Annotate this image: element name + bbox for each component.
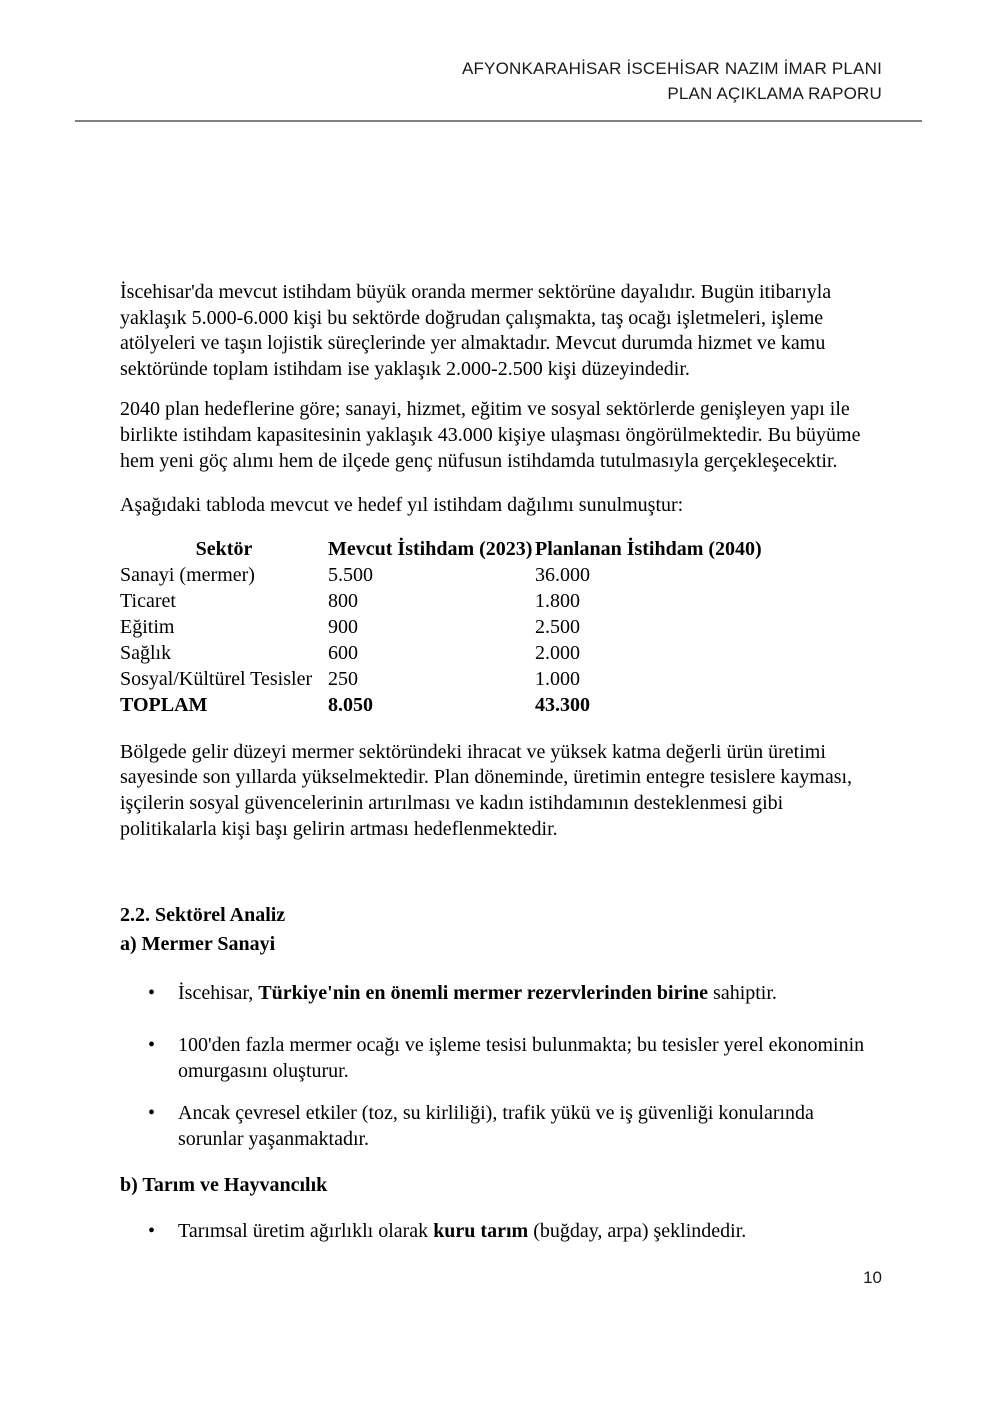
- bullet-icon: •: [148, 1034, 156, 1057]
- subsection-heading-marble-industry: [120, 931, 882, 957]
- table-row: [120, 614, 882, 640]
- header-line-1: AFYONKARAHİSAR İSCEHİSAR NAZIM İMAR PLANI: [461, 59, 882, 78]
- bullet-text: İscehisar, Türkiye'nin en önemli mermer rezervlerinden birine sahiptir.: [178, 982, 777, 1005]
- employment-table: [120, 536, 882, 718]
- table-cell: 1.800: [535, 589, 580, 612]
- table-cell: 2.500: [535, 615, 580, 638]
- table-cell: Ticaret: [120, 589, 176, 612]
- bullet-text: Ancak çevresel etkiler (toz, su kirliliği), trafik yükü ve iş güvenliği konularında sorunlar yaşanmaktadır.: [178, 1102, 814, 1151]
- table-header-sector: Sektör: [195, 537, 253, 560]
- table-cell: 600: [328, 641, 358, 664]
- bullet-icon: •: [148, 982, 156, 1005]
- table-cell-total-current: 8.050: [328, 693, 373, 716]
- page-body: [120, 0, 882, 1244]
- bullet-text: 100'den fazla mermer ocağı ve işleme tesisi bulunmakta; bu tesisler yerel ekonominin omurgasını oluşturur.: [178, 1034, 865, 1083]
- table-cell: Eğitim: [120, 615, 175, 638]
- bullet-text: Tarımsal üretim ağırlıklı olarak kuru tarım (buğday, arpa) şeklindedir.: [178, 1220, 747, 1243]
- table-cell: 1.000: [535, 667, 580, 690]
- table-cell: Sosyal/Kültürel Tesisler: [120, 667, 313, 690]
- paragraph-current-employment: İscehisar'da mevcut istihdam büyük oranda mermer sektörüne dayalıdır. Bugün itibarıyla yaklaşık 5.000-6.000 kişi bu sektörde doğrudan çalışmakta, taş ocağı işletmeleri, işleme atölyeleri ve taşın lojistik süreçlerinde yer almaktadır. Mevcut durumda hizmet ve kamu sektöründe toplam istihdam ise yaklaşık 2.000-2.500 kişi düzeyindedir.: [120, 281, 832, 380]
- subsection-prefix: b): [120, 1174, 143, 1197]
- section-heading-sectoral-analysis: 2.2. Sektörel Analiz: [120, 904, 286, 927]
- table-cell: 250: [328, 667, 358, 690]
- bullet-icon: •: [148, 1102, 156, 1125]
- header-line-2: PLAN AÇIKLAMA RAPORU: [667, 84, 882, 103]
- table-cell: 2.000: [535, 641, 580, 664]
- bullet-icon: •: [148, 1220, 156, 1243]
- paragraph-2040-targets: 2040 plan hedeflerine göre; sanayi, hizmet, eğitim ve sosyal sektörlerde genişleyen yapı ile birlikte istihdam kapasitesinin yaklaşık 43.000 kişiye ulaşması öngörülmektedir. Bu büyüme hem yeni göç alımı hem de ilçede genç nüfusun istihdamda tutulmasıyla gerçekleşecektir.: [120, 398, 861, 472]
- table-header-row: [120, 536, 882, 562]
- list-item: [120, 1218, 882, 1244]
- subsection-heading-agriculture: [120, 1172, 882, 1198]
- table-row: [120, 588, 882, 614]
- page-number: 10: [863, 1268, 882, 1287]
- subsection-prefix: a): [120, 933, 142, 956]
- subsection-title: Tarım ve Hayvancılık: [142, 1174, 328, 1197]
- table-cell: 800: [328, 589, 358, 612]
- table-cell: 5.500: [328, 563, 373, 586]
- paragraph-income-policy: Bölgede gelir düzeyi mermer sektöründeki ihracat ve yüksek katma değerli ürün üretimi sayesinde son yıllarda yükselmektedir. Plan döneminde, üretimin entegre tesislere kayması, işçilerin sosyal güvencelerinin artırılması ve kadın istihdamının desteklenmesi gibi politikalarla kişi başı gelirin artması hedeflenmektedir.: [120, 740, 853, 840]
- table-cell-total-planned: 43.300: [535, 693, 590, 716]
- table-header-current: Mevcut İstihdam (2023): [328, 537, 533, 560]
- table-cell: 36.000: [535, 563, 590, 586]
- table-row: [120, 666, 882, 692]
- subsection-title: Mermer Sanayi: [141, 933, 276, 956]
- table-cell: Sanayi (mermer): [120, 563, 255, 586]
- table-header-planned: Planlanan İstihdam (2040): [535, 537, 762, 560]
- table-cell: Sağlık: [120, 641, 172, 664]
- list-item: [120, 1032, 882, 1084]
- table-cell: 900: [328, 615, 358, 638]
- table-row: [120, 562, 882, 588]
- table-total-row: [120, 692, 882, 718]
- list-item: [120, 1100, 882, 1152]
- table-row: [120, 640, 882, 666]
- table-cell-total-label: TOPLAM: [120, 693, 208, 716]
- list-item: [120, 980, 882, 1006]
- paragraph-table-intro: Aşağıdaki tabloda mevcut ve hedef yıl istihdam dağılımı sunulmuştur:: [120, 494, 684, 517]
